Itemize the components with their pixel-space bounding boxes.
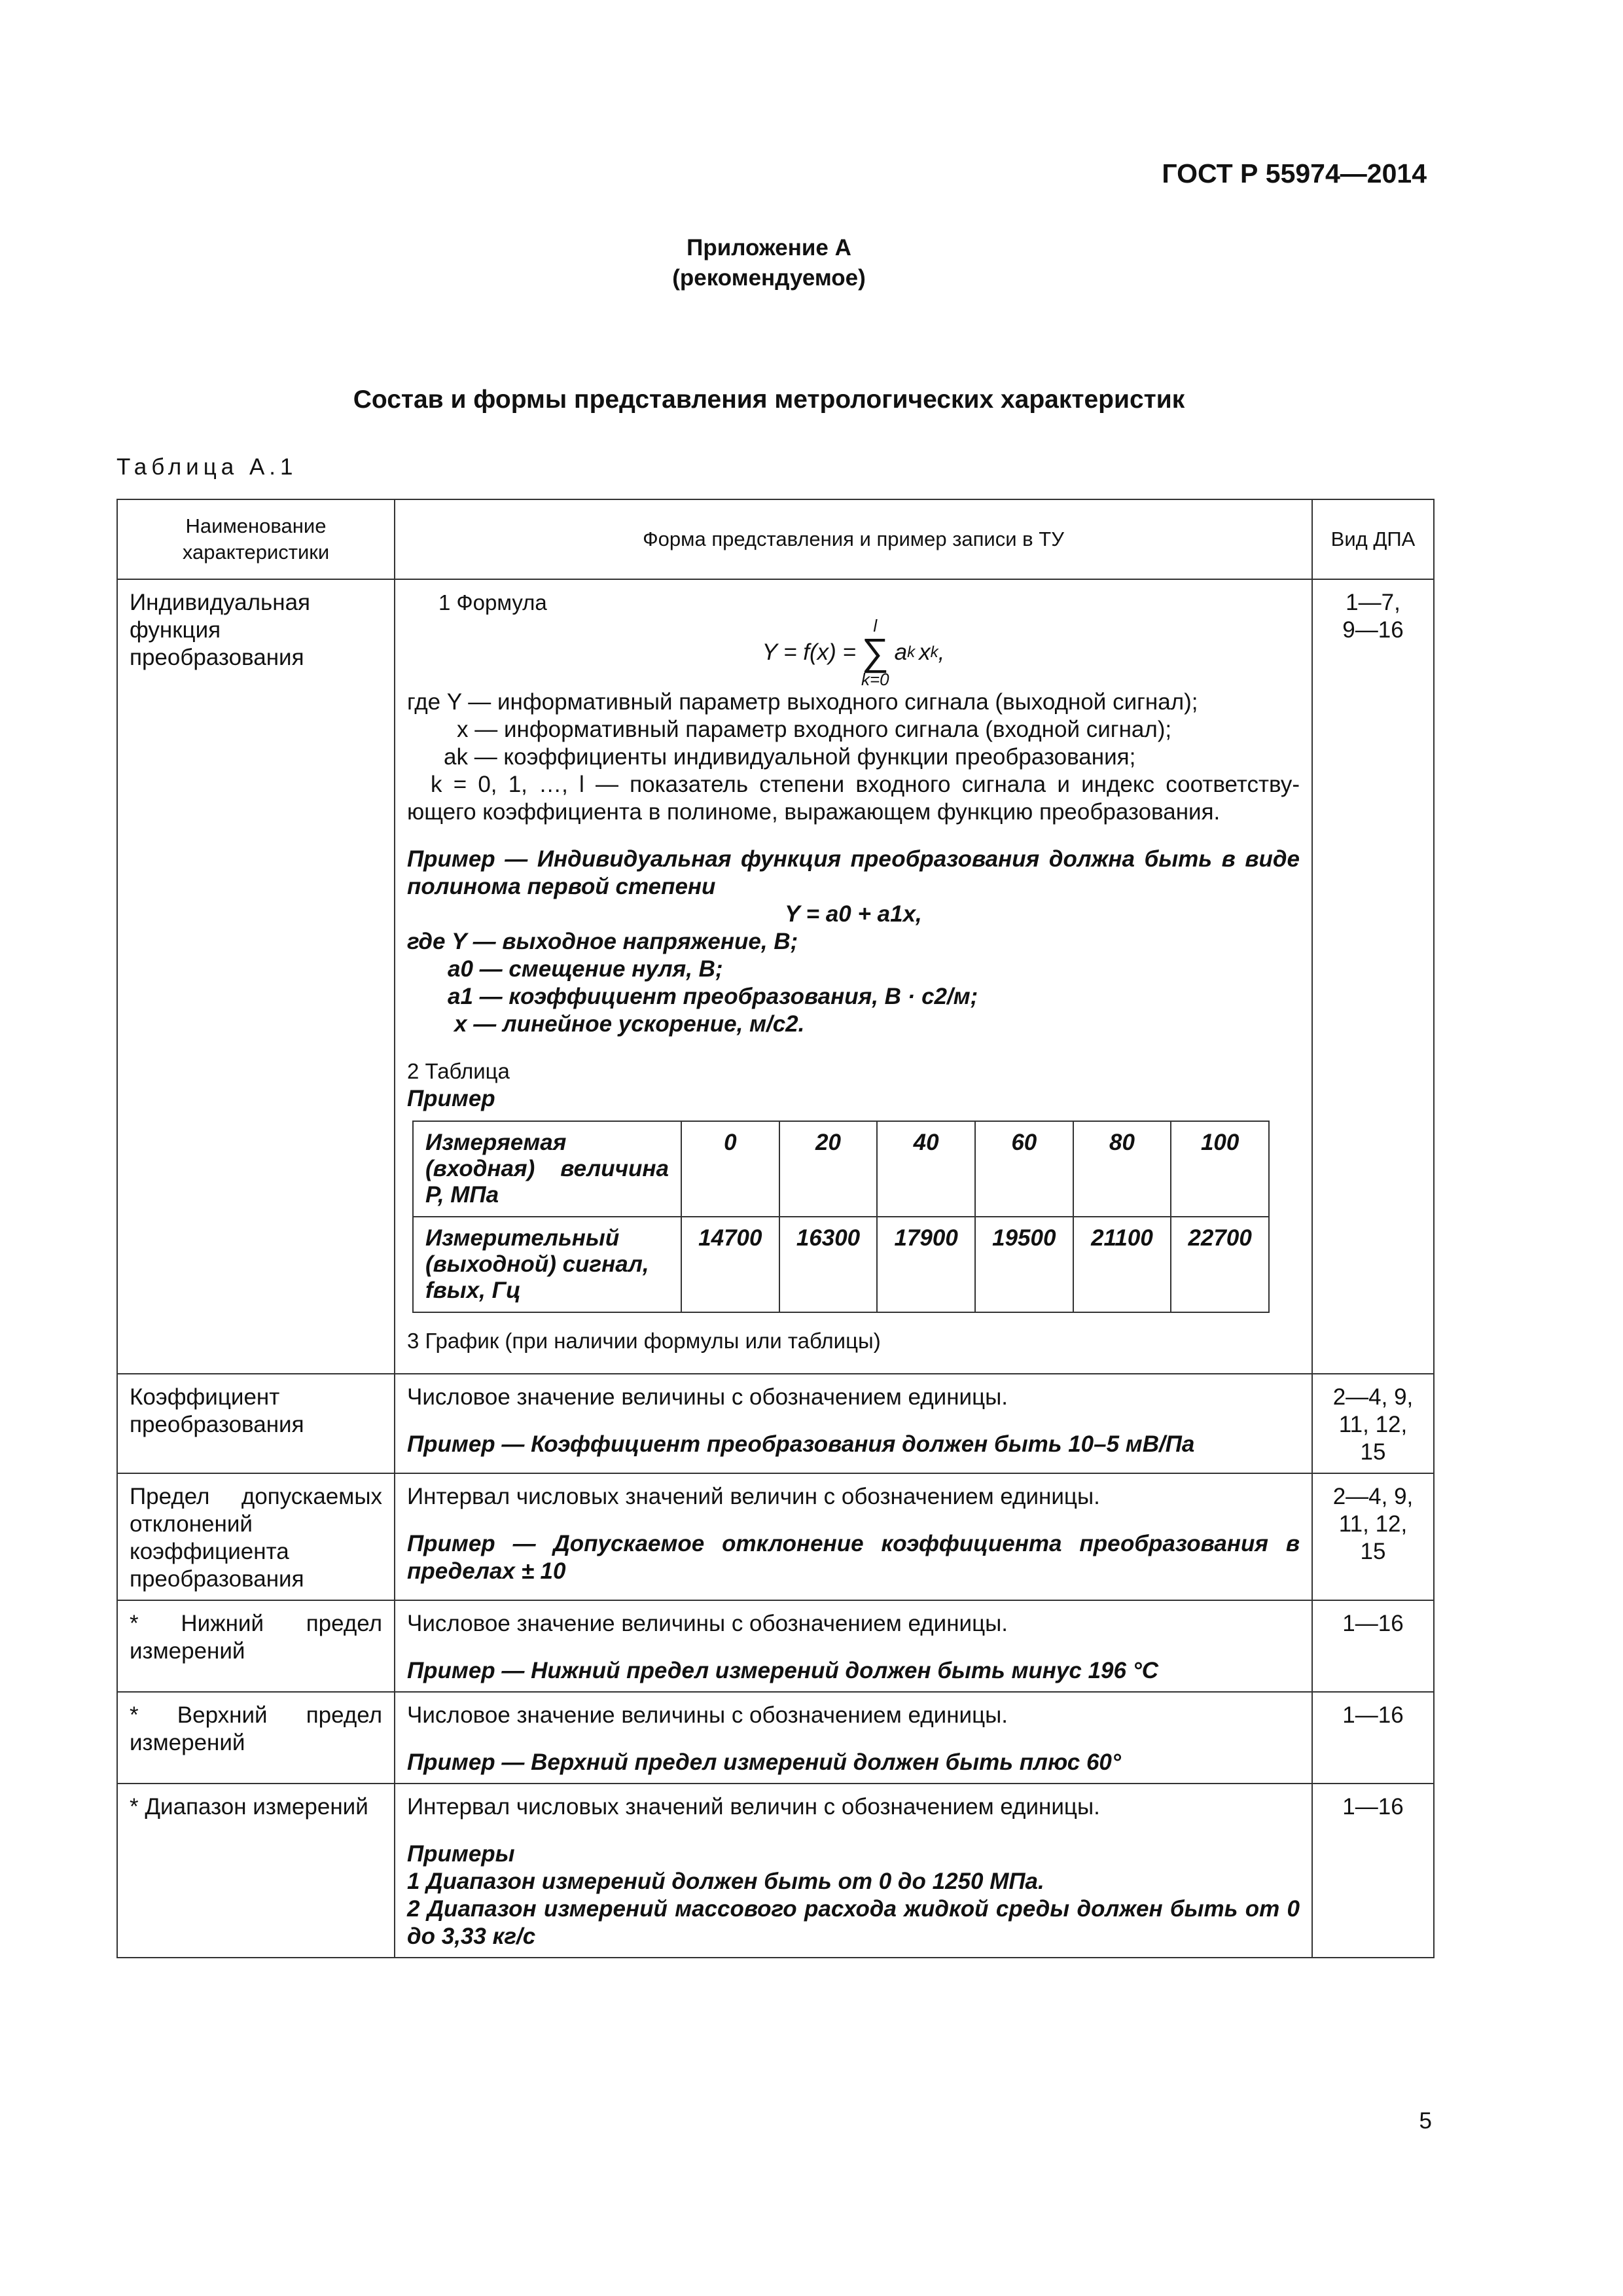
example-where-line: a1 — коэффициент преобразования, В · с2/м; bbox=[448, 984, 978, 1009]
example-table-cell: 16300 bbox=[779, 1217, 878, 1312]
table-row bbox=[117, 1784, 1434, 1958]
column-header-dpa: Вид ДПА bbox=[1312, 499, 1434, 579]
formula-rhs-x: x bbox=[919, 639, 931, 665]
form-text: Числовое значение величины с обозначением единицы. bbox=[407, 1384, 1008, 1410]
example-table-cell: 60 bbox=[975, 1121, 1073, 1217]
example-table-cell: 20 bbox=[779, 1121, 878, 1217]
table-row bbox=[117, 1473, 1434, 1600]
row-name-cell: * Верхний предел измерений bbox=[117, 1692, 395, 1784]
row-name-cell: Предел допускаемых отклонений коэффициента преобразования bbox=[117, 1473, 395, 1600]
where-line: x — информативный параметр входного сигнала (входной сигнал); bbox=[457, 717, 1172, 742]
example-text: 2 Диапазон измерений массового расхода жидкой среды должен быть от 0 до 3,33 кг/с bbox=[407, 1896, 1300, 1949]
row-dpa-cell: 1—16 bbox=[1312, 1692, 1434, 1784]
example-table-cell: 19500 bbox=[975, 1217, 1073, 1312]
example-table-cell: 0 bbox=[681, 1121, 779, 1217]
table-header-row bbox=[117, 499, 1434, 579]
example-table-label: Измерительный (выходной) сигнал, fвых, Гц bbox=[413, 1217, 681, 1312]
row-dpa-cell bbox=[1312, 1374, 1434, 1473]
dpa-value: 2—4, 9, bbox=[1332, 1484, 1414, 1509]
form-text: Интервал числовых значений величин с обозначением единицы. bbox=[407, 1794, 1100, 1820]
formula-rhs-sub: k bbox=[907, 643, 916, 661]
example-text: Пример — Коэффициент преобразования должен быть 10–5 мВ/Па bbox=[407, 1431, 1195, 1457]
row-name-cell: Индивидуальная функция преобразования bbox=[117, 579, 395, 1374]
row-form-cell bbox=[395, 1784, 1312, 1958]
examples-label: Примеры bbox=[407, 1841, 515, 1867]
column-header-name: Наименование характеристики bbox=[117, 499, 395, 579]
table-row bbox=[117, 1374, 1434, 1473]
example-where-line: где Y — выходное напряжение, В; bbox=[407, 929, 798, 954]
example-table-cell: 100 bbox=[1171, 1121, 1269, 1217]
standard-number: ГОСТ Р 55974—2014 bbox=[1162, 158, 1427, 188]
example-text: Пример — Нижний предел измерений должен быть минус 196 °С bbox=[407, 1658, 1158, 1683]
formula-heading: 1 Формула bbox=[438, 590, 547, 615]
row-form-cell bbox=[395, 1374, 1312, 1473]
form-text: Числовое значение величины с обозначением единицы. bbox=[407, 1702, 1008, 1728]
dpa-value: 11, 12, 15 bbox=[1338, 1412, 1408, 1465]
example-table-cell: 80 bbox=[1073, 1121, 1171, 1217]
row-name-cell: * Нижний предел измерений bbox=[117, 1600, 395, 1692]
dpa-value: 1—7, bbox=[1346, 590, 1400, 615]
row-dpa-cell: 1—16 bbox=[1312, 1784, 1434, 1958]
example-text: Пример — Допускаемое отклонение коэффициента преобразования в пределах ± 10 bbox=[407, 1531, 1300, 1584]
where-line: где Y — информативный параметр выходного сигнала (выходной сигнал); bbox=[407, 689, 1198, 715]
annex-title: Приложение А bbox=[687, 235, 851, 260]
table-heading: 2 Таблица bbox=[407, 1059, 510, 1083]
example-table-cell: 21100 bbox=[1073, 1217, 1171, 1312]
example-text: Пример — Индивидуальная функция преобразования должна быть в виде полинома первой степени bbox=[407, 846, 1300, 899]
sum-upper-limit: l bbox=[873, 616, 878, 636]
table-row bbox=[117, 1600, 1434, 1692]
formula-rhs: a bbox=[894, 639, 908, 665]
annex-status: (рекомендуемое) bbox=[672, 265, 866, 291]
example-table-cell: 17900 bbox=[877, 1217, 975, 1312]
formula-lhs: Y = f(x) = bbox=[762, 639, 856, 665]
example-formula: Y = a0 + a1x, bbox=[785, 901, 922, 927]
row-name-cell: * Диапазон измерений bbox=[117, 1784, 395, 1958]
row-form-cell bbox=[395, 1600, 1312, 1692]
row-dpa-cell bbox=[1312, 579, 1434, 1374]
table-row bbox=[117, 1692, 1434, 1784]
example-text: 1 Диапазон измерений должен быть от 0 до 1250 МПа. bbox=[407, 1869, 1044, 1894]
example-table-label: Измеряемая (входная) величина P, МПа bbox=[413, 1121, 681, 1217]
section-title: Состав и формы представления метрологических характеристик bbox=[353, 386, 1185, 414]
example-where-line: a0 — смещение нуля, В; bbox=[448, 956, 723, 982]
row-form-cell bbox=[395, 1473, 1312, 1600]
formula bbox=[407, 617, 1300, 689]
annex-heading bbox=[0, 233, 1538, 293]
formula-tail: , bbox=[938, 639, 945, 665]
column-header-form: Форма представления и пример записи в ТУ bbox=[395, 499, 1312, 579]
row-dpa-cell bbox=[1312, 1473, 1434, 1600]
example-table-cell: 40 bbox=[877, 1121, 975, 1217]
where-line: ak — коэффициенты индивидуальной функции преобразования; bbox=[444, 744, 1136, 770]
table-caption: Таблица А.1 bbox=[116, 454, 298, 480]
form-text: Интервал числовых значений величин с обозначением единицы. bbox=[407, 1484, 1100, 1509]
row-form-cell bbox=[395, 579, 1312, 1374]
example-table bbox=[412, 1121, 1270, 1313]
metrological-characteristics-table bbox=[116, 499, 1435, 1958]
row-name-cell: Коэффициент преобразования bbox=[117, 1374, 395, 1473]
example-table-cell: 22700 bbox=[1171, 1217, 1269, 1312]
graph-heading: 3 График (при наличии формулы или таблицы) bbox=[407, 1329, 881, 1353]
table-row bbox=[117, 579, 1434, 1374]
dpa-value: 11, 12, 15 bbox=[1338, 1511, 1408, 1564]
example-text: Пример — Верхний предел измерений должен быть плюс 60° bbox=[407, 1749, 1121, 1775]
example-table-cell: 14700 bbox=[681, 1217, 779, 1312]
formula-rhs-sup: k bbox=[930, 643, 938, 661]
sum-sign-icon: l ∑ k=0 bbox=[861, 616, 889, 689]
page-number: 5 bbox=[1419, 2108, 1432, 2134]
dpa-value: 9—16 bbox=[1342, 617, 1404, 643]
dpa-value: 2—4, 9, bbox=[1332, 1384, 1414, 1410]
example-table-row bbox=[413, 1217, 1269, 1312]
form-text: Числовое значение величины с обозначением единицы. bbox=[407, 1611, 1008, 1636]
example-where-line: x — линейное ускорение, м/с2. bbox=[454, 1011, 805, 1037]
table-example-label: Пример bbox=[407, 1086, 495, 1111]
row-form-cell bbox=[395, 1692, 1312, 1784]
row-dpa-cell: 1—16 bbox=[1312, 1600, 1434, 1692]
example-table-row bbox=[413, 1121, 1269, 1217]
sum-lower-limit: k=0 bbox=[861, 670, 889, 689]
where-line: k = 0, 1, …, l — показатель степени входного сигнала и индекс соответству-ющего коэффициента в полиноме, выражающем функцию преобразования. bbox=[407, 772, 1300, 825]
